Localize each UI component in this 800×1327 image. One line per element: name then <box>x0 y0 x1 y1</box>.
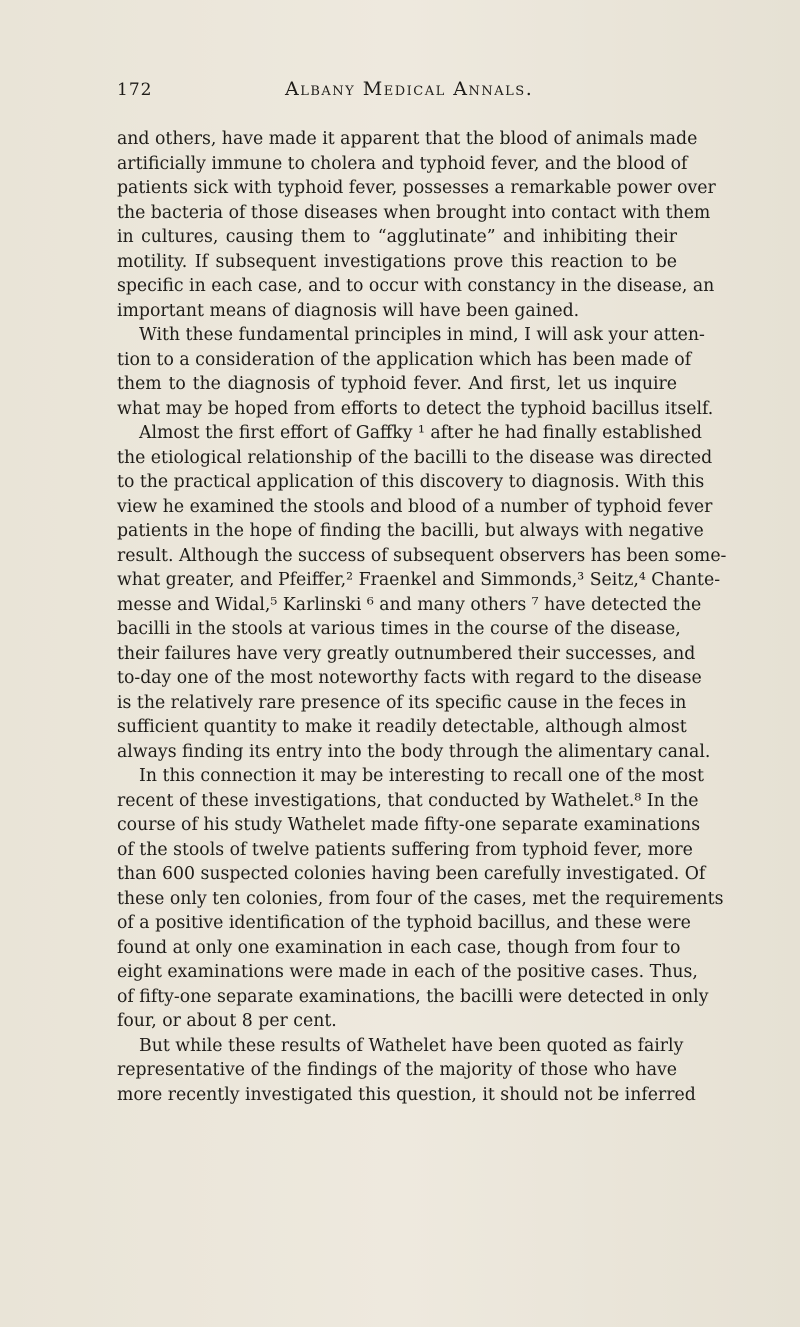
text-line: the etiological relationship of the bacilli to the disease was directed <box>117 447 713 468</box>
text-line: view he examined the stools and blood of a number of typhoid fever <box>117 496 713 517</box>
text-line: in cultures, causing them to “agglutinate” and inhibiting their <box>117 227 677 247</box>
text-line: these only ten colonies, from four of the cases, met the requirements <box>117 888 724 909</box>
text-line: to the practical application of this discovery to diagnosis. With this <box>117 472 705 492</box>
text-line: sufficient quantity to make it readily detectable, although almost <box>117 717 687 737</box>
page-number: 172 <box>117 80 153 100</box>
text-line: and others, have made it apparent that the blood of animals made <box>117 129 698 149</box>
text-line: specific in each case, and to occur with constancy in the disease, an <box>117 276 715 296</box>
text-line: is the relatively rare presence of its specific cause in the feces in <box>117 692 687 713</box>
text-line: result. Although the success of subsequent observers has been some- <box>117 545 727 566</box>
text-line: With these fundamental principles in mind, I will ask your atten- <box>139 325 705 345</box>
text-line: of fifty-one separate examinations, the bacilli were detected in only <box>117 986 709 1007</box>
text-line: the bacteria of those diseases when brought into contact with them <box>117 202 711 223</box>
text-line: than 600 suspected colonies having been carefully investigated. Of <box>117 864 706 884</box>
text-line: patients in the hope of finding the bacilli, but always with negative <box>117 521 704 541</box>
running-title: Albany Medical Annals. <box>285 78 534 100</box>
text-line: eight examinations were made in each of the positive cases. Thus, <box>117 962 698 982</box>
text-line: representative of the findings of the majority of those who have <box>117 1060 677 1080</box>
page-header <box>117 80 672 106</box>
text-line: Almost the first effort of Gaffky ¹ after he had finally established <box>139 423 702 443</box>
text-line: to-day one of the most noteworthy facts with regard to the disease <box>117 668 702 688</box>
text-line: messe and Widal,⁵ Karlinski ⁶ and many others ⁷ have detected the <box>117 594 702 615</box>
text-line: what greater, and Pfeiffer,² Fraenkel and Simmonds,³ Seitz,⁴ Chante- <box>117 570 721 590</box>
text-line: In this connection it may be interesting to recall one of the most <box>139 766 704 786</box>
text-line: bacilli in the stools at various times in the course of the disease, <box>117 619 681 639</box>
text-line: what may be hoped from efforts to detect the typhoid bacillus itself. <box>117 398 714 419</box>
text-line: course of his study Wathelet made fifty-one separate examinations <box>117 815 701 835</box>
text-line: important means of diagnosis will have been gained. <box>117 300 580 321</box>
text-line: four, or about 8 per cent. <box>117 1011 337 1031</box>
text-line: But while these results of Wathelet have been quoted as fairly <box>139 1035 684 1056</box>
text-line: more recently investigated this question, it should not be inferred <box>117 1084 696 1105</box>
text-line: them to the diagnosis of typhoid fever. And first, let us inquire <box>117 374 677 394</box>
text-line: recent of these investigations, that conducted by Wathelet.⁸ In the <box>117 790 699 811</box>
text-line: always finding its entry into the body through the alimentary canal. <box>117 741 711 762</box>
text-line: motility. If subsequent investigations prove this reaction to be <box>117 251 677 272</box>
text-line: found at only one examination in each case, though from four to <box>117 937 681 958</box>
text-line: patients sick with typhoid fever, possesses a remarkable power over <box>117 178 716 198</box>
text-line: of the stools of twelve patients suffering from typhoid fever, more <box>117 839 693 860</box>
text-line: artificially immune to cholera and typhoid fever, and the blood of <box>117 153 688 174</box>
text-line: tion to a consideration of the application which has been made of <box>117 349 692 370</box>
text-line: their failures have very greatly outnumbered their successes, and <box>117 643 696 664</box>
body-text <box>117 127 727 1107</box>
text-line: of a positive identification of the typhoid bacillus, and these were <box>117 913 691 933</box>
